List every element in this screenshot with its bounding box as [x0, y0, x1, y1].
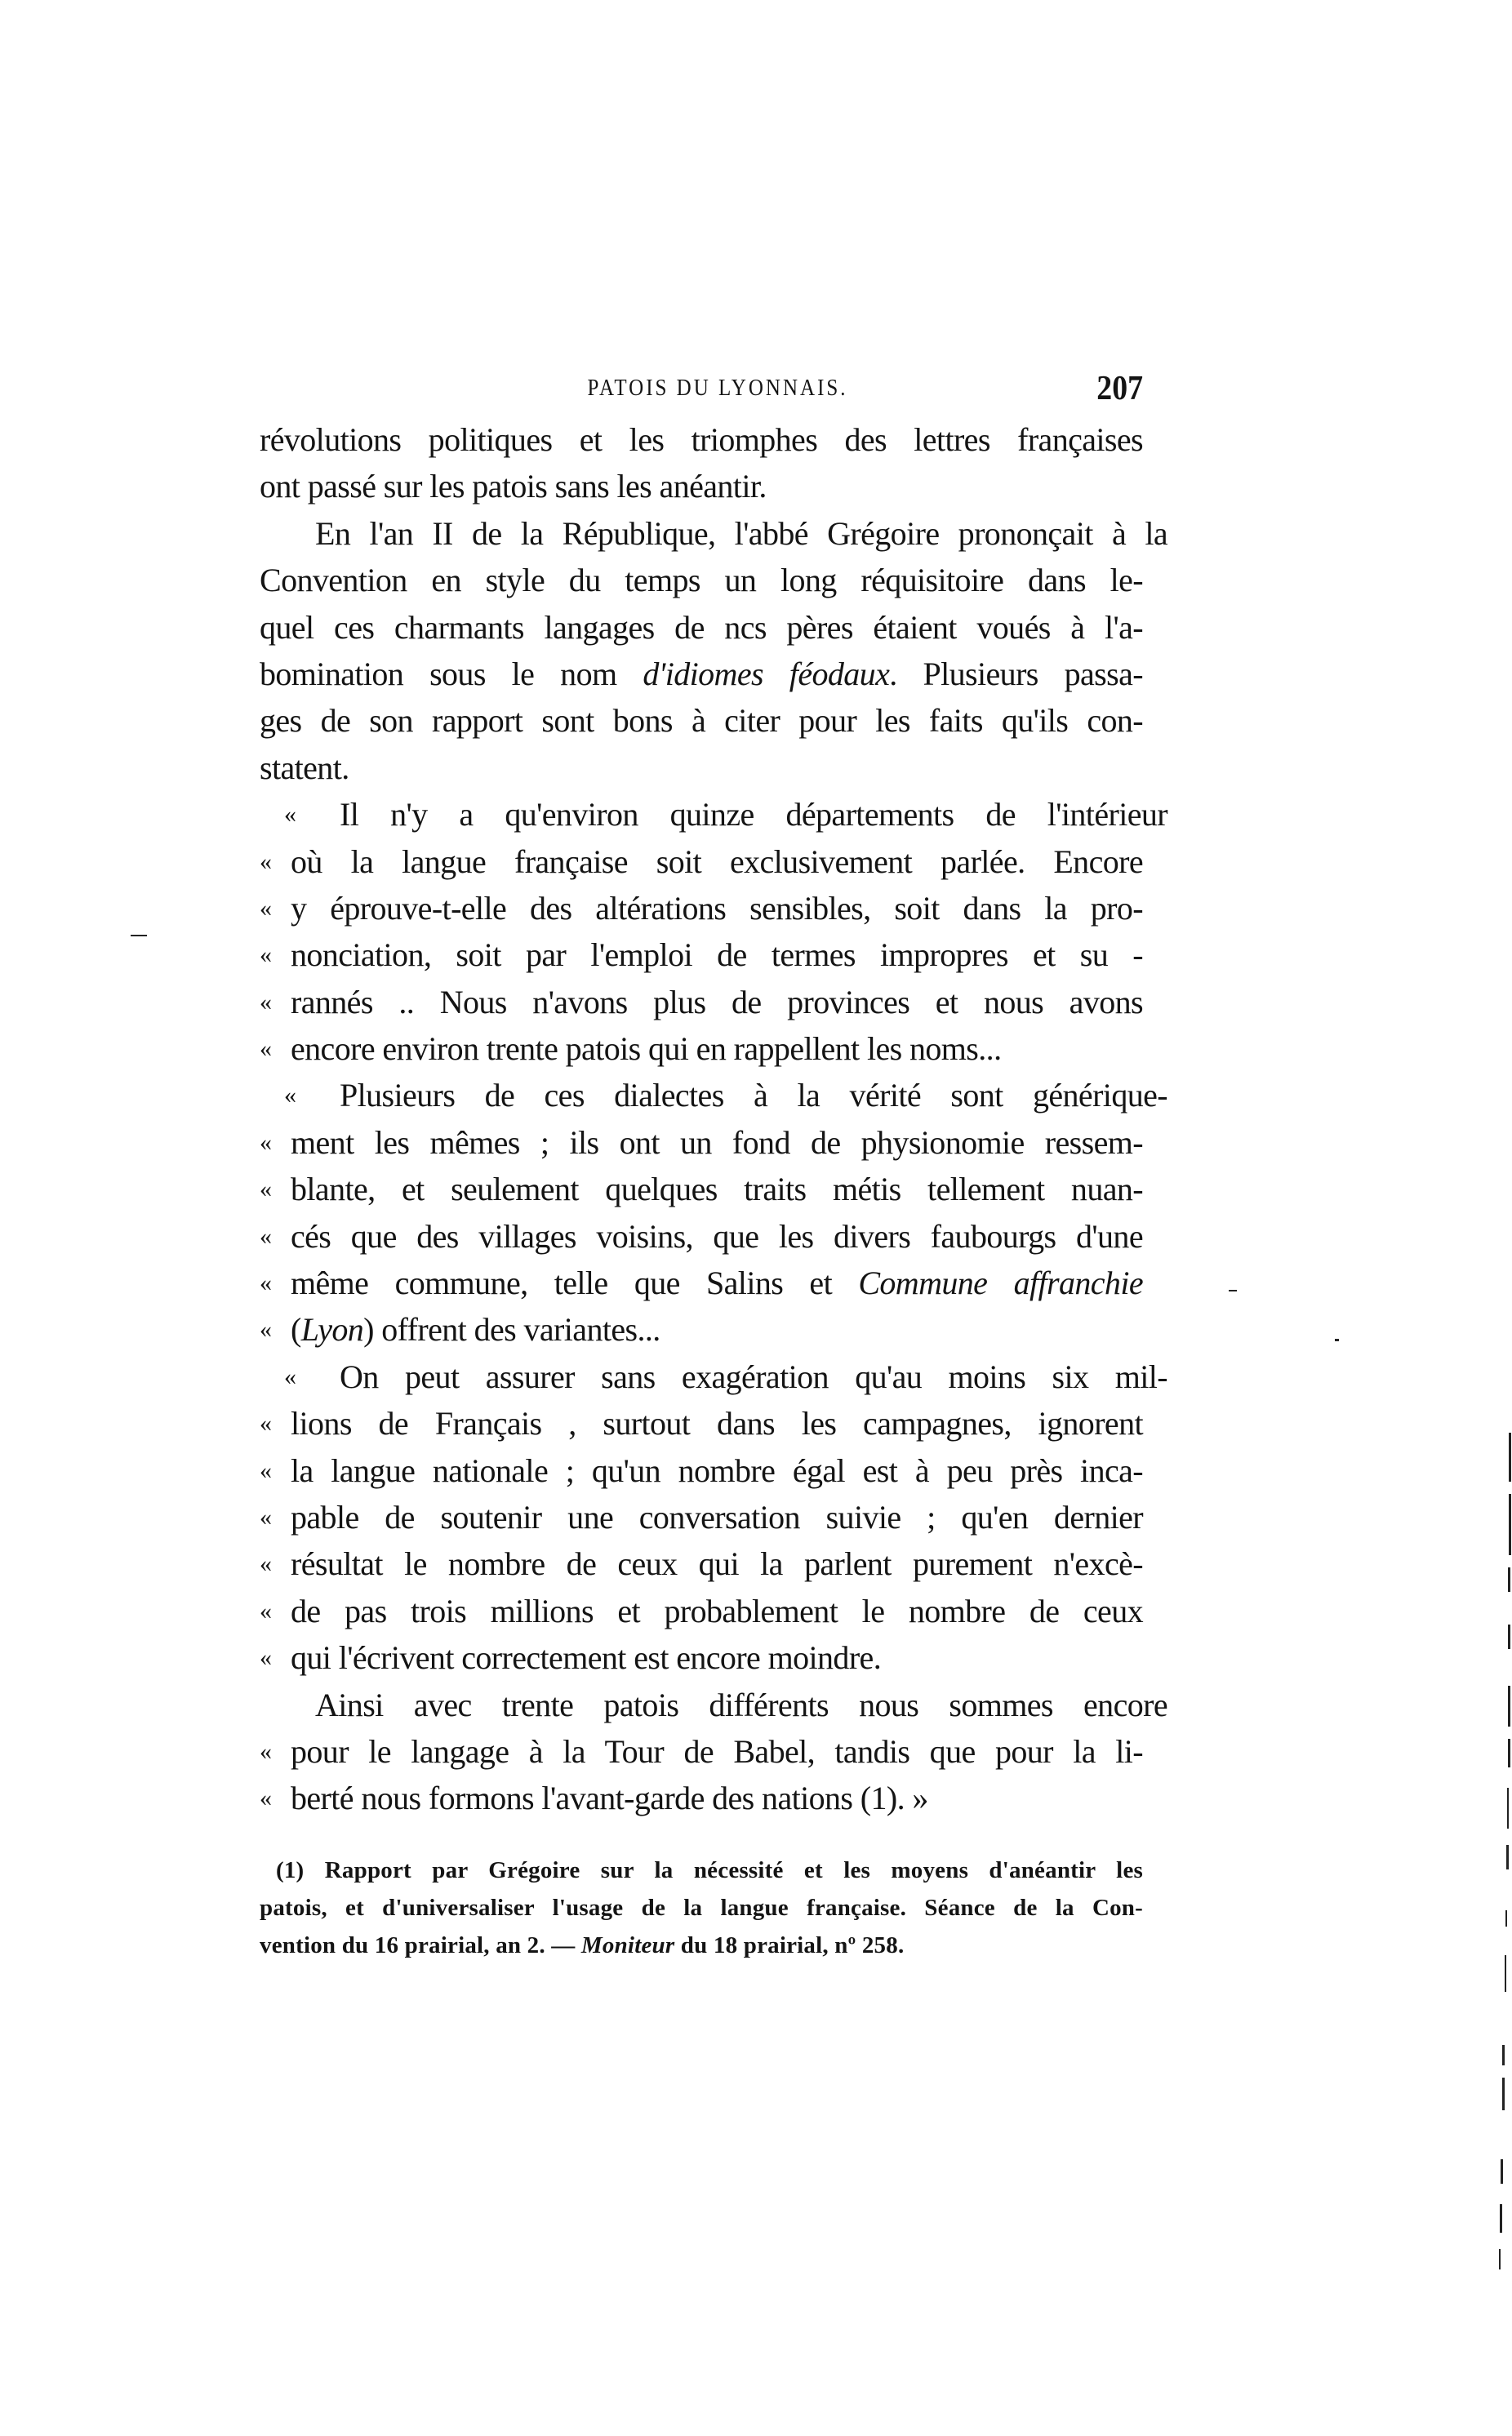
text-line — [260, 1540, 1143, 1587]
text-run: encore environ trente patois qui en rappellent les noms... — [291, 1030, 1002, 1068]
line-text — [340, 1072, 1167, 1118]
text-line — [260, 510, 1167, 557]
text-run: En l'an II de la République, l'abbé Grégoire prononçait à la — [315, 514, 1167, 552]
text-line — [260, 791, 1167, 838]
text-run: berté nous formons l'avant-garde des nations (1). » — [291, 1780, 928, 1817]
text-line — [260, 931, 1143, 978]
text-run: pour le langage à la Tour de Babel, tandis que pour la li- — [291, 1732, 1143, 1770]
quote-mark: « — [260, 1176, 272, 1203]
quote-mark: « — [260, 1128, 272, 1156]
text-run: Il n'y a qu'environ quinze départements de l'intérieur — [340, 796, 1167, 833]
italic-run: d'idiomes féodaux — [643, 655, 890, 692]
text-run: quel ces charmants langages de ncs pères étaient voués à l'a- — [260, 608, 1143, 646]
line-text — [291, 1447, 1143, 1494]
scan-mark — [1508, 1625, 1510, 1649]
line-text — [340, 791, 1167, 838]
text-run: Plusieurs de ces dialectes à la vérité sont générique- — [340, 1077, 1167, 1114]
line-text — [291, 1306, 1143, 1353]
quote-mark: « — [260, 894, 272, 922]
scan-mark — [1501, 2159, 1503, 2184]
text-line — [260, 557, 1143, 603]
text-line — [260, 1775, 1143, 1821]
text-run: vention du 16 prairial, an 2. — — [260, 1932, 581, 1958]
quote-mark: « — [260, 1316, 272, 1344]
footnote-line — [260, 1927, 1143, 1964]
text-run: même commune, telle que Salins et — [291, 1265, 859, 1302]
line-text — [291, 1775, 1143, 1821]
footnote-line — [260, 1851, 1143, 1889]
quote-mark: « — [260, 1737, 272, 1765]
text-run: patois, et d'universaliser l'usage de la langue française. Séance de la Con- — [260, 1895, 1143, 1921]
scan-mark — [1507, 1788, 1509, 1829]
quote-mark: « — [260, 1597, 272, 1625]
line-text — [291, 885, 1143, 931]
scan-mark — [1508, 1567, 1510, 1592]
text-run: ( — [291, 1311, 301, 1349]
text-run: blante, et seulement quelques traits métis tellement nuan- — [291, 1171, 1143, 1208]
text-line — [260, 1306, 1143, 1353]
quote-mark: « — [284, 1082, 296, 1109]
text-line — [260, 463, 1143, 509]
text-line — [260, 1166, 1143, 1212]
text-run: lions de Français , surtout dans les campagnes, ignorent — [291, 1405, 1143, 1442]
text-line — [260, 1119, 1143, 1166]
line-text — [291, 838, 1143, 885]
text-run: du 18 prairial, nº 258. — [674, 1932, 905, 1958]
text-line — [260, 1025, 1143, 1072]
text-run: . Plusieurs passa- — [889, 655, 1143, 692]
italic-run: Moniteur — [580, 1932, 675, 1958]
line-text — [291, 1025, 1143, 1072]
scan-mark — [1335, 1339, 1339, 1341]
line-text — [291, 1166, 1143, 1212]
page-number: 207 — [1096, 370, 1143, 407]
text-line — [260, 1494, 1143, 1540]
quote-mark: « — [260, 1550, 272, 1578]
text-line — [260, 1728, 1143, 1775]
quote-mark: « — [260, 1785, 272, 1812]
text-line — [260, 838, 1143, 885]
quote-mark: « — [284, 1362, 296, 1390]
line-text — [340, 1354, 1167, 1400]
footnote-line — [260, 1889, 1143, 1927]
text-line — [260, 1634, 1143, 1681]
text-line — [260, 1682, 1167, 1728]
line-text — [260, 651, 1143, 697]
text-run: ment les mêmes ; ils ont un fond de physionomie ressem- — [291, 1123, 1143, 1161]
quote-mark: « — [260, 1035, 272, 1063]
scan-mark — [1508, 1686, 1510, 1727]
text-line — [260, 745, 1143, 791]
text-run: révolutions politiques et les triomphes des lettres françaises — [260, 421, 1143, 458]
text-run: où la langue française soit exclusivement parlée. Encore — [291, 842, 1143, 880]
text-run: bomination sous le nom — [260, 655, 643, 692]
quote-mark: « — [260, 988, 272, 1016]
text-run: cés que des villages voisins, que les divers faubourgs d'une — [291, 1217, 1143, 1255]
scan-mark — [1229, 1290, 1237, 1291]
text-run: y éprouve-t-elle des altérations sensibles, soit dans la pro- — [291, 889, 1143, 927]
italic-run: Lyon — [300, 1311, 364, 1349]
body-text — [260, 416, 1167, 1822]
line-text — [315, 1682, 1167, 1728]
running-head — [260, 369, 1143, 415]
quote-mark: « — [260, 1222, 272, 1250]
text-line — [260, 885, 1143, 931]
text-run: qui l'écrivent correctement est encore moindre. — [291, 1639, 882, 1677]
line-text — [260, 604, 1143, 651]
text-line — [260, 979, 1143, 1025]
text-line — [260, 1400, 1143, 1447]
scan-mark — [1499, 2249, 1501, 2269]
scan-mark — [1505, 1955, 1506, 1992]
line-text — [291, 1540, 1143, 1587]
text-run: ) offrent des variantes... — [363, 1311, 660, 1349]
quote-mark: « — [260, 941, 272, 969]
text-run: nonciation, soit par l'emploi de termes impropres et su - — [291, 936, 1143, 974]
text-line — [260, 1260, 1143, 1306]
line-text — [260, 416, 1143, 463]
running-title: PATOIS DU LYONNAIS. — [587, 375, 848, 401]
text-run: résultat le nombre de ceux qui la parlent purement n'excè- — [291, 1545, 1143, 1583]
quote-mark: « — [260, 1456, 272, 1484]
line-text — [291, 1213, 1143, 1260]
line-text — [291, 1260, 1143, 1306]
scan-mark — [1500, 2204, 1502, 2233]
italic-run: Commune affranchie — [858, 1265, 1143, 1302]
scan-mark — [1509, 1494, 1511, 1555]
scan-mark — [1505, 1910, 1507, 1927]
line-text — [260, 745, 1143, 791]
text-run: de pas trois millions et probablement le nombre de ceux — [291, 1592, 1143, 1629]
text-line — [260, 1213, 1143, 1260]
text-line — [260, 1072, 1167, 1118]
text-line — [260, 697, 1143, 744]
line-text — [291, 1634, 1143, 1681]
line-text — [291, 931, 1143, 978]
line-text — [291, 1400, 1143, 1447]
footnote — [260, 1851, 1143, 1964]
scan-mark — [131, 935, 147, 936]
line-text — [260, 463, 1143, 509]
quote-mark: « — [260, 1644, 272, 1672]
line-text — [291, 1494, 1143, 1540]
scan-mark — [1508, 1739, 1510, 1767]
text-run: la langue nationale ; qu'un nombre égal est à peu près inca- — [291, 1451, 1143, 1489]
text-line — [260, 604, 1143, 651]
text-run: statent. — [260, 749, 349, 786]
text-line — [260, 1447, 1143, 1494]
text-line — [260, 1354, 1167, 1400]
line-text — [291, 979, 1143, 1025]
line-text — [291, 1588, 1143, 1634]
quote-mark: « — [260, 1503, 272, 1531]
quote-mark: « — [284, 801, 296, 829]
scan-mark — [1502, 2045, 1505, 2065]
line-text — [291, 1728, 1143, 1775]
text-run: Ainsi avec trente patois différents nous sommes encore — [315, 1686, 1167, 1723]
scan-mark — [1502, 2078, 1505, 2110]
text-line — [260, 1588, 1143, 1634]
text-run: rannés .. Nous n'avons plus de provinces et nous avons — [291, 983, 1143, 1020]
line-text — [260, 697, 1143, 744]
text-run: ont passé sur les patois sans les anéantir. — [260, 468, 767, 505]
text-run: On peut assurer sans exagération qu'au moins six mil- — [340, 1358, 1167, 1395]
quote-mark: « — [260, 847, 272, 875]
line-text — [291, 1119, 1143, 1166]
text-run: Convention en style du temps un long réquisitoire dans le- — [260, 562, 1143, 599]
scan-mark — [1506, 1845, 1509, 1869]
text-run: (1) Rapport par Grégoire sur la nécessité et les moyens d'anéantir les — [276, 1857, 1143, 1883]
line-text — [315, 510, 1167, 557]
line-text — [260, 557, 1143, 603]
text-line — [260, 651, 1143, 697]
quote-mark: « — [260, 1410, 272, 1438]
text-run: ges de son rapport sont bons à citer pour les faits qu'ils con- — [260, 702, 1143, 740]
text-line — [260, 416, 1143, 463]
text-run: pable de soutenir une conversation suivie ; qu'en dernier — [291, 1498, 1143, 1536]
quote-mark: « — [260, 1269, 272, 1297]
scan-mark — [1509, 1433, 1511, 1482]
